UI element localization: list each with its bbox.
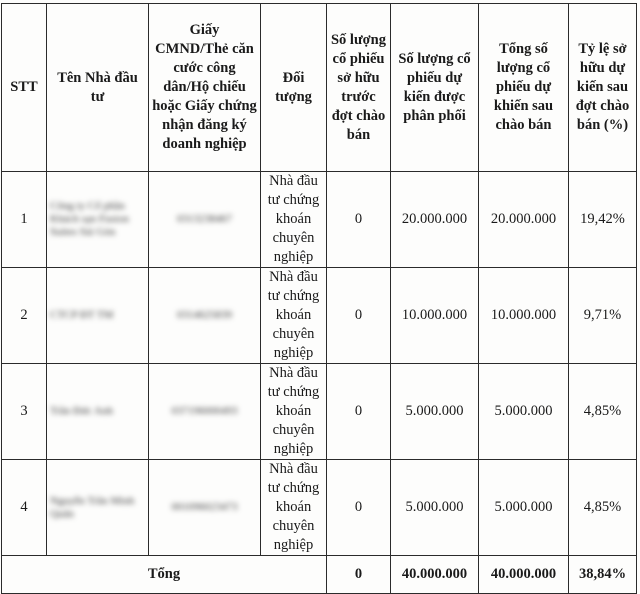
row-investor-type: Nhà đầu tư chứng khoán chuyên nghiệp: [261, 172, 327, 268]
row-investor-name: [47, 460, 149, 556]
total-row: [2, 556, 637, 594]
redacted-name: Trần Đức Anh: [50, 405, 114, 417]
redacted-id: 0314625839: [177, 309, 232, 321]
total-ownership-ratio: 38,84%: [569, 556, 637, 594]
row-investor-type: Nhà đầu tư chứng khoán chuyên nghiệp: [261, 364, 327, 460]
row-shares-before: 0: [327, 268, 391, 364]
row-shares-after: 20.000.000: [479, 172, 569, 268]
row-shares-after: 5.000.000: [479, 364, 569, 460]
row-investor-name: [47, 364, 149, 460]
row-id-number: [149, 364, 261, 460]
row-ownership-ratio: 4,85%: [569, 460, 637, 556]
total-label: Tổng: [2, 556, 327, 594]
header-id-document: Giấy CMND/Thẻ căn cước công dân/Hộ chiếu hoặc Giấy chứng nhận đăng ký doanh nghiệp: [149, 4, 261, 172]
total-shares-before: 0: [327, 556, 391, 594]
row-investor-type: Nhà đầu tư chứng khoán chuyên nghiệp: [261, 460, 327, 556]
row-shares-allocated: 5.000.000: [391, 364, 479, 460]
row-shares-after: 10.000.000: [479, 268, 569, 364]
row-id-number: [149, 268, 261, 364]
row-investor-name: [47, 268, 149, 364]
row-stt: 3: [2, 364, 47, 460]
redacted-name: Công ty Cổ phần Khách sạn Fusion Suites Sài Gòn: [50, 200, 129, 238]
total-shares-allocated: 40.000.000: [391, 556, 479, 594]
row-stt: 1: [2, 172, 47, 268]
row-shares-allocated: 5.000.000: [391, 460, 479, 556]
row-stt: 4: [2, 460, 47, 556]
header-shares-after: Tổng số lượng cổ phiếu dự khiến sau chào bán: [479, 4, 569, 172]
redacted-name: CTCP ĐT TM: [50, 309, 114, 321]
row-ownership-ratio: 19,42%: [569, 172, 637, 268]
header-shares-allocated: Số lượng cổ phiếu dự kiến được phân phối: [391, 4, 479, 172]
header-stt: STT: [2, 4, 47, 172]
row-ownership-ratio: 9,71%: [569, 268, 637, 364]
table-row: [2, 268, 637, 364]
header-investor-name: Tên Nhà đầu tư: [47, 4, 149, 172]
total-shares-after: 40.000.000: [479, 556, 569, 594]
header-ownership-after: Tỷ lệ sở hữu dự kiến sau đợt chào bán (%): [569, 4, 637, 172]
investor-allocation-table: [1, 3, 637, 594]
redacted-name: Nguyễn Trần Minh Quân: [50, 494, 135, 520]
redacted-id: 037196000493: [171, 405, 238, 417]
header-shares-before: Số lượng cổ phiếu sở hữu trước đợt chào bán: [327, 4, 391, 172]
row-id-number: [149, 172, 261, 268]
redacted-id: 001096023473: [171, 501, 238, 513]
table-header-row: [2, 4, 637, 172]
table-row: [2, 460, 637, 556]
row-stt: 2: [2, 268, 47, 364]
table-row: [2, 172, 637, 268]
row-shares-before: 0: [327, 460, 391, 556]
row-shares-before: 0: [327, 172, 391, 268]
row-shares-allocated: 10.000.000: [391, 268, 479, 364]
row-shares-after: 5.000.000: [479, 460, 569, 556]
row-shares-before: 0: [327, 364, 391, 460]
header-investor-type: Đối tượng: [261, 4, 327, 172]
redacted-id: 0313238467: [177, 213, 232, 225]
row-investor-type: Nhà đầu tư chứng khoán chuyên nghiệp: [261, 268, 327, 364]
row-id-number: [149, 460, 261, 556]
row-investor-name: [47, 172, 149, 268]
row-ownership-ratio: 4,85%: [569, 364, 637, 460]
table-row: [2, 364, 637, 460]
row-shares-allocated: 20.000.000: [391, 172, 479, 268]
